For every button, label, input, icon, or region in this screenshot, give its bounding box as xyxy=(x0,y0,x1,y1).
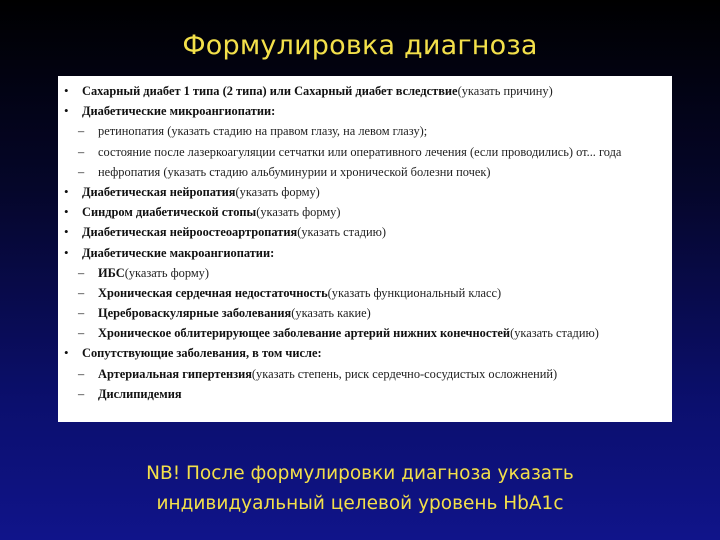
dash-marker: – xyxy=(78,124,85,139)
list-item xyxy=(64,283,666,303)
item-bold-text: ИБС xyxy=(98,265,125,280)
item-normal-text: (указать стадию) xyxy=(510,326,599,341)
item-normal-text: (указать стадию) xyxy=(297,225,387,240)
item-bold-text: Диабетическая нейроостеоартропатия xyxy=(82,225,298,240)
bullet-marker: • xyxy=(64,244,69,260)
bullet-marker: • xyxy=(64,103,69,119)
item-normal-text: (указать форму) xyxy=(124,265,209,280)
bullet-marker: • xyxy=(64,204,69,220)
item-bold-text: Синдром диабетической стопы xyxy=(82,205,257,220)
item-normal-text: (указать форму) xyxy=(256,205,341,220)
list-item xyxy=(64,142,666,162)
item-normal-text: (указать причину) xyxy=(457,84,553,98)
dash-marker: – xyxy=(78,326,85,341)
dash-marker: – xyxy=(78,285,85,300)
list-item xyxy=(64,323,666,343)
list-item xyxy=(64,343,666,363)
bullet-marker: • xyxy=(64,83,69,98)
item-bold-text: Диабетические макроангиопатии: xyxy=(82,245,275,260)
item-bold-text: Диабетические микроангиопатии: xyxy=(82,104,276,119)
dash-marker: – xyxy=(78,366,85,381)
item-normal-text: нефропатия (указать стадию альбуминурии и хронической болезни почек) xyxy=(98,164,491,179)
item-bold-text: Хроническая сердечная недостаточность xyxy=(98,285,328,300)
list-item xyxy=(64,182,666,202)
list-item xyxy=(64,222,666,242)
slide-title: Формулировка диагноза xyxy=(182,30,538,61)
dash-marker: – xyxy=(78,306,85,321)
bullet-marker: • xyxy=(64,183,69,199)
item-bold-text: Сопутствующие заболевания, в том числе: xyxy=(82,346,322,361)
item-normal-text: (указать функциональный класс) xyxy=(327,285,502,300)
nb-note xyxy=(0,459,720,519)
diagnosis-list xyxy=(58,76,672,422)
item-normal-text: (указать форму) xyxy=(235,184,320,199)
list-item xyxy=(64,364,666,384)
item-bold-text: Диабетическая нейропатия xyxy=(82,184,236,199)
dash-marker: – xyxy=(78,386,85,401)
item-bold-text: Артериальная гипертензия xyxy=(98,366,252,381)
list-item xyxy=(64,303,666,323)
dash-marker: – xyxy=(78,144,85,159)
list-item xyxy=(64,384,666,404)
item-normal-text: состояние после лазеркоагуляции сетчатки или оперативного лечения (если проводились) от... года xyxy=(98,144,622,159)
item-bold-text: Дислипидемия xyxy=(98,386,182,401)
list-item xyxy=(64,243,666,263)
list-item xyxy=(64,263,666,283)
item-normal-text: (указать какие) xyxy=(291,306,371,321)
dash-marker: – xyxy=(78,164,85,179)
item-bold-text: Хроническое облитерирующее заболевание артерий нижних конечностей xyxy=(98,326,511,341)
nb-note-line-1: NB! После формулировки диагноза указать xyxy=(146,463,574,484)
bullet-marker: • xyxy=(64,345,69,361)
list-item xyxy=(64,162,666,182)
list-item xyxy=(64,81,666,101)
item-bold-text: Сахарный диабет 1 типа (2 типа) или Сахарный диабет вследствие xyxy=(82,84,458,98)
list-item xyxy=(64,202,666,222)
item-bold-text: Цереброваскулярные заболевания xyxy=(98,306,292,321)
dash-marker: – xyxy=(78,265,85,280)
item-normal-text: (указать степень, риск сердечно-сосудистых осложнений) xyxy=(251,366,558,381)
nb-note-line-2: индивидуальный целевой уровень HbA1c xyxy=(156,493,564,514)
bullet-marker: • xyxy=(64,224,69,240)
list-item xyxy=(64,121,666,141)
item-normal-text: ретинопатия (указать стадию на правом глазу, на левом глазу); xyxy=(98,124,428,139)
list-item xyxy=(64,101,666,121)
